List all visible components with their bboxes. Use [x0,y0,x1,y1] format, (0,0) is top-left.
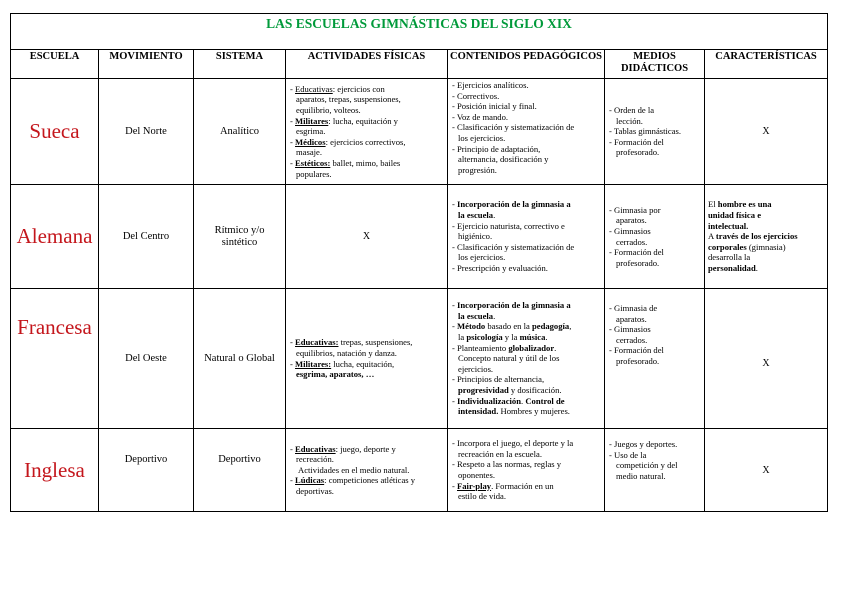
actividades-cell: - Educativas: juego, deporte y recreación. Actividades en el medio natural. - Lúdicas: competiciones atléticas y deportivas. [286,429,448,512]
movimiento-cell: Del Oeste [99,289,194,429]
table-row-sueca [11,79,828,185]
schools-table [10,13,828,512]
contenidos-cell: - Incorporación de la gimnasia a la escuela. - Ejercicio naturista, correctivo e higiénico. - Clasificación y sistematización de los ejercicios. - Prescripción y evaluación. [448,185,605,289]
contenidos-cell: - Incorporación de la gimnasia a la escuela. - Método basado en la pedagogía, la psicología y la música. - Planteamiento globalizador. Concepto natural y útil de los ejercicios. - Principios de alternancia, progresividad y dosificación. - Individualización. Control de intensidad. Hombres y mujeres. [448,289,605,429]
sistema-cell: Rítmico y/o sintético [194,185,286,289]
table-row-francesa [11,289,828,429]
medios-cell: - Gimnasia por aparatos. - Gimnasios cerrados. - Formación del profesorado. [605,185,705,289]
contenidos-cell: - Ejercicios analíticos. - Correctivos. - Posición inicial y final. - Voz de mando. - Clasificación y sistematización de los ejercicios. - Principio de adaptación, alternancia, dosificación y progresión. [448,79,605,185]
actividades-cell: - Educativas: ejercicios con aparatos, trepas, suspensiones, equilibrio, volteos. - Militares: lucha, equitación y esgrima. - Médicos: ejercicios correctivos, masaje. - Estéticos: ballet, mimo, bailes populares. [286,79,448,185]
medios-cell: - Gimnasia de aparatos. - Gimnasios cerrados. - Formación del profesorado. [605,289,705,429]
medios-cell: - Juegos y deportes. - Uso de la competición y del medio natural. [605,429,705,512]
movimiento-cell: Del Norte [99,79,194,185]
movimiento-cell: Deportivo [99,429,194,512]
school-name: Sueca [11,79,99,185]
table-row-alemana [11,185,828,289]
caracteristicas-cell: X [705,289,828,429]
page-title: LAS ESCUELAS GIMNÁSTICAS DEL SIGLO XIX [11,14,828,50]
header-movimiento: MOVIMIENTO [99,50,194,79]
medios-cell: - Orden de la lección. - Tablas gimnásticas. - Formación del profesorado. [605,79,705,185]
header-caracteristicas: CARACTERÍSTICAS [705,50,828,79]
movimiento-cell: Del Centro [99,185,194,289]
sistema-cell: Natural o Global [194,289,286,429]
header-medios: MEDIOS DIDÁCTICOS [605,50,705,79]
caracteristicas-cell: El hombre es una unidad física e intelectual. A través de los ejercicios corporales (gimnasia) desarrolla la personalidad. [705,185,828,289]
header-actividades: ACTIVIDADES FÍSICAS [286,50,448,79]
table-row-inglesa [11,429,828,512]
caracteristicas-cell: X [705,79,828,185]
header-row [11,50,828,79]
contenidos-cell: - Incorpora el juego, el deporte y la recreación en la escuela. - Respeto a las normas, reglas y oponentes. - Fair-play. Formación en un estilo de vida. [448,429,605,512]
caracteristicas-cell: X [705,429,828,512]
school-name: Alemana [11,185,99,289]
school-name: Francesa [11,289,99,429]
header-escuela: ESCUELA [11,50,99,79]
actividades-cell: - Educativas: trepas, suspensiones, equilibrios, natación y danza. - Militares: lucha, equitación, esgrima, aparatos, … [286,289,448,429]
sistema-cell: Deportivo [194,429,286,512]
sistema-cell: Analítico [194,79,286,185]
header-contenidos: CONTENIDOS PEDAGÓGICOS [448,50,605,79]
header-sistema: SISTEMA [194,50,286,79]
school-name: Inglesa [11,429,99,512]
actividades-cell: X [286,185,448,289]
title-row [11,14,828,50]
